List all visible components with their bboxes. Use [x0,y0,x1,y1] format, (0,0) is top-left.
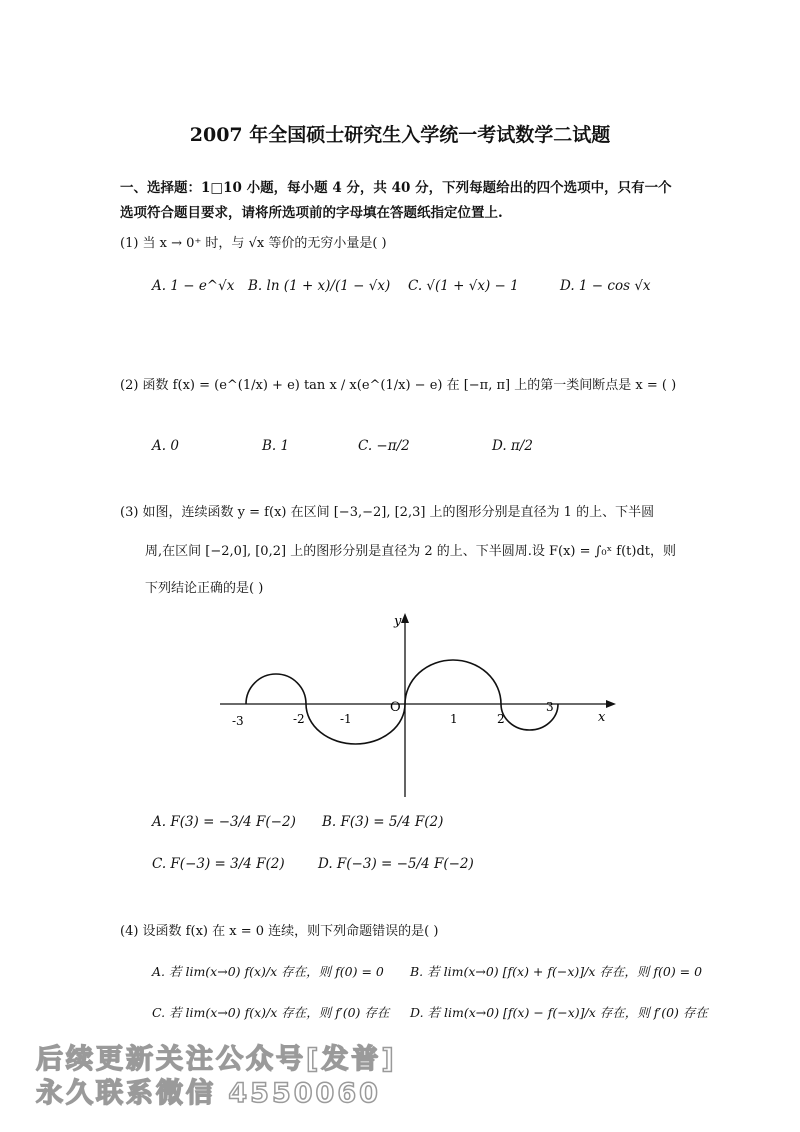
question-1-stem: (1) 当 x → 0⁺ 时，与 √x 等价的无穷小量是( ) [120,236,387,251]
question-3-line-1: (3) 如图，连续函数 y = f(x) 在区间 [−3,−2], [2,3] 上的图形分别是直径为 1 的上、下半圆 [120,505,655,520]
question-3-option-b: B. F(3) = 5/4 F(2) [322,814,444,830]
question-2-option-b: B. 1 [262,438,290,454]
question-3-option-a: A. F(3) = −3/4 F(−2) [152,814,296,830]
question-4-option-d: D. 若 lim(x→0) [f(x) − f(−x)]/x 存在，则 f′(0) 存在 [410,1005,708,1020]
section-heading-line-1: 一、选择题：1□10 小题，每小题 4 分，共 40 分，下列每题给出的四个选项中，只有一个 [120,180,672,196]
tick-label-neg3: -3 [232,714,244,728]
watermark-line-1: 后续更新关注公众号[发普] [36,1044,397,1075]
page-title: 2007 年全国硕士研究生入学统一考试数学二试题 [189,124,611,146]
tick-label-neg2: -2 [293,712,305,726]
y-axis-arrow-icon [401,613,409,623]
y-axis-label: y [394,614,402,629]
question-2-option-a: A. 0 [152,438,179,454]
question-3-line-2: 周,在区间 [−2,0], [0,2] 上的图形分别是直径为 2 的上、下半圆周.设 F(x) = ∫₀ˣ f(t)dt，则 [145,544,676,559]
origin-label: O [390,700,401,715]
question-4-stem: (4) 设函数 f(x) 在 x = 0 连续，则下列命题错误的是( ) [120,924,439,939]
question-3-graph [210,605,630,805]
tick-label-2: 2 [497,712,505,726]
question-4-option-c: C. 若 lim(x→0) f(x)/x 存在，则 f′(0) 存在 [152,1005,390,1020]
watermark-line-2: 永久联系微信 4550060 [36,1078,381,1109]
question-3-line-3: 下列结论正确的是( ) [145,581,264,596]
section-heading-line-2: 选项符合题目要求，请将所选项前的字母填在答题纸指定位置上. [120,205,503,221]
question-1-option-b: B. ln (1 + x)/(1 − √x) [248,278,391,294]
tick-label-neg1: -1 [340,712,352,726]
question-3-option-c: C. F(−3) = 3/4 F(2) [152,856,285,872]
question-1-option-d: D. 1 − cos √x [560,278,651,294]
question-4-option-b: B. 若 lim(x→0) [f(x) + f(−x)]/x 存在，则 f(0) = 0 [410,964,703,979]
question-4-option-a: A. 若 lim(x→0) f(x)/x 存在，则 f(0) = 0 [152,964,384,979]
tick-label-1: 1 [450,712,458,726]
semicircle-upper-right-large [405,660,501,704]
question-1-option-a: A. 1 − e^√x [152,278,235,294]
semicircle-upper-left-small [246,674,306,704]
question-2-option-c: C. −π/2 [358,438,410,454]
x-axis-label: x [598,710,606,725]
x-axis-arrow-icon [606,700,616,708]
question-3-option-d: D. F(−3) = −5/4 F(−2) [318,856,474,872]
question-2-option-d: D. π/2 [492,438,533,454]
question-1-option-c: C. √(1 + √x) − 1 [408,278,519,294]
tick-label-3: 3 [546,700,554,714]
question-2-stem: (2) 函数 f(x) = (e^(1/x) + e) tan x / x(e^(1/x) − e) 在 [−π, π] 上的第一类间断点是 x = ( ) [120,378,677,393]
